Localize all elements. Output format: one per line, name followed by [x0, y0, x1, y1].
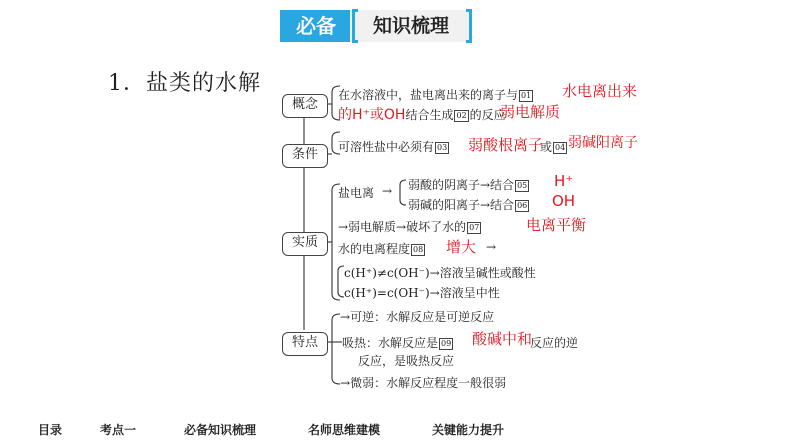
answer-06: OH — [552, 192, 576, 210]
footer-nav — [0, 417, 794, 441]
concept-line1: 在水溶液中，盐电离出来的离子与 01 — [338, 88, 532, 102]
bracket-left-decoration — [352, 9, 358, 43]
blank-number-09: 09 — [441, 338, 452, 348]
hydrolysis-concept-map — [282, 80, 638, 392]
blank-number-04: 04 — [555, 142, 566, 152]
feature-item2c: 反应，是吸热反应 — [358, 354, 455, 368]
essence-weak-acid: 弱酸的阴离子→结合 05 — [408, 178, 528, 192]
footer-link-knowledge[interactable]: 必备知识梳理 — [184, 423, 257, 437]
footer-link-topic-one[interactable]: 考点一 — [100, 423, 137, 437]
blank-number-02: 02 — [456, 110, 467, 120]
answer-h-prefix: 的 — [338, 107, 352, 123]
answer-04: 弱碱阳离子 — [568, 135, 638, 151]
footer-link-ability[interactable]: 关键能力提升 — [432, 423, 505, 437]
feature-item1: →可逆：水解反应是可逆反应 — [340, 310, 495, 324]
essence-ionize: 盐电离 — [338, 186, 375, 200]
answer-09: 酸碱中和 — [472, 330, 533, 348]
section-title: 1．盐类的水解 — [108, 71, 261, 96]
blank-number-08: 08 — [413, 244, 424, 254]
feature-item2b: 反应的逆 — [530, 336, 579, 350]
blank-number-05: 05 — [517, 180, 528, 190]
answer-01: 水电离出来 — [562, 82, 638, 100]
answer-08: 增大 — [446, 238, 477, 256]
essence-cond2: c(H⁺)=c(OH⁻)→溶液呈中性 — [344, 286, 500, 300]
feature-item3: →微弱：水解反应程度一般很弱 — [340, 376, 507, 390]
node-concept: 概念 — [282, 94, 328, 118]
essence-line3: →弱电解质→破坏了水的 07 — [338, 220, 480, 234]
concept-line2: 的H⁺或OH结合生成 02 的反应 — [338, 107, 506, 123]
bracket-right-decoration — [466, 9, 472, 43]
essence-arrow: → — [382, 184, 393, 198]
answer-05: H⁺ — [554, 172, 574, 190]
header-tag: 必备 — [280, 10, 352, 42]
node-condition: 条件 — [282, 144, 328, 168]
footer-link-thinking-model[interactable]: 名师思维建模 — [308, 423, 381, 437]
answer-07: 电离平衡 — [526, 216, 587, 234]
condition-line: 可溶性盐中必须有 03 — [338, 140, 448, 154]
blank-number-03: 03 — [437, 142, 448, 152]
feature-item2: 吸热：水解反应是 09 — [342, 336, 452, 350]
essence-line4: 水的电离程度 08 — [338, 242, 424, 256]
essence-cond1: c(H⁺)≠c(OH⁻)→溶液呈碱性或酸性 — [344, 266, 536, 280]
header-title: 知识梳理 — [350, 10, 472, 42]
blank-number-01: 01 — [521, 90, 532, 100]
essence-weak-base: 弱碱的阳离子→结合 06 — [408, 198, 528, 212]
answer-02: 弱电解质 — [500, 103, 561, 121]
blank-number-06: 06 — [517, 200, 528, 210]
node-essence: 实质 — [282, 232, 328, 256]
answer-h-oh: H⁺或OH — [352, 107, 406, 123]
footer-link-contents[interactable]: 目录 — [38, 423, 63, 437]
blank-number-07: 07 — [469, 222, 480, 232]
condition-or: 或 04 — [540, 140, 566, 154]
answer-03: 弱酸根离子 — [468, 136, 544, 154]
essence-arrow-right: → — [486, 240, 497, 254]
node-feature: 特点 — [282, 332, 328, 356]
